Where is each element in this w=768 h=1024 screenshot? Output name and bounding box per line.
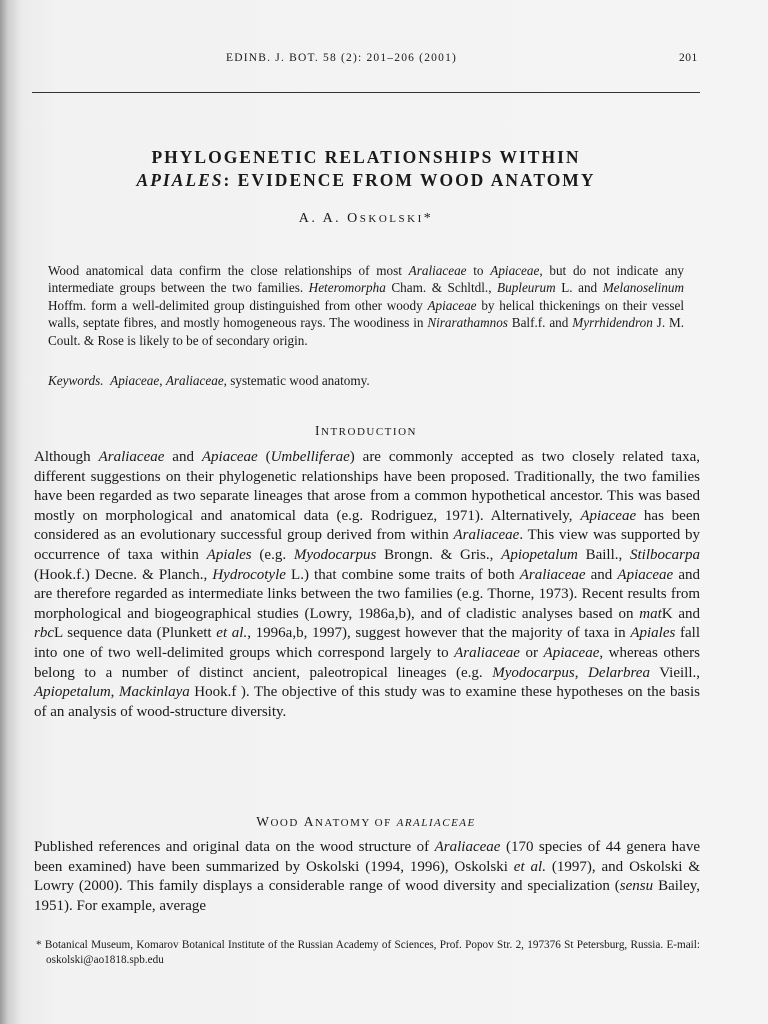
introduction-text: Although Araliaceae and Apiaceae (Umbelliferae) are commonly accepted as two closely related taxa, different suggestions on their phylogenetic relationships have been proposed. Traditionally, the two families have been regarded as two separate lineages that arose from a common hypothetical ancestor. This was based mostly on morphological and anatomical data (e.g. Rodriguez, 1971). Alternatively, Apiaceae has been considered as an evolutionary successful group derived from within Araliaceae. This view was supported by occurrence of taxa within Apiales (e.g. Myodocarpus Brongn. & Gris., Apiopetalum Baill., Stilbocarpa (Hook.f.) Decne. & Planch., Hydrocotyle L.) that combine some traits of both Araliaceae and Apiaceae and are therefore regarded as intermediate links between the two families (e.g. Thorne, 1973). Recent results from morphological and biogeographical studies (Lowry, 1986a,b), and of cladistic analyses based on matK and rbcL sequence data (Plunkett et al., 1996a,b, 1997), suggest however that the majority of taxa in Apiales fall into one of two well-delimited groups which correspond largely to Araliaceae or Apiaceae, whereas others belong to a number of distinct ancient, paleotropical lineages (e.g. Myodocarpus, Delarbrea Vieill., Apiopetalum, Mackinlaya Hook.f ). The objective of this study was to examine these hypotheses on the basis of an analysis of wood-structure diversity. <box>34 449 701 720</box>
page-number: 201 <box>679 52 698 64</box>
keywords: Keywords. Apiaceae, Araliaceae, systematic wood anatomy. <box>48 373 370 388</box>
title-rest: : EVIDENCE FROM WOOD ANATOMY <box>223 170 596 190</box>
section-heading-introduction: INTRODUCTION <box>315 423 417 438</box>
article-title-line-2 <box>32 170 700 191</box>
introduction-paragraph <box>34 448 700 722</box>
keywords-label: Keywords. <box>48 373 104 388</box>
author-initials: A. A. O <box>298 211 360 226</box>
author-footnote-mark: * <box>423 211 434 226</box>
title-italic-term: APIALES <box>136 170 224 190</box>
wood-anatomy-paragraph <box>34 838 700 916</box>
section-heading-wood-anatomy: WOOD ANATOMY OF ARALIACEAE <box>256 814 476 829</box>
abstract-text: Wood anatomical data confirm the close relationships of most Araliaceae to Apiaceae, but do not indicate any intermediate groups between the two families. Heteromorpha Cham. & Schltdl., Bupleurum L. and Melanoselinum Hoffm. form a well-delimited group distinguished from other woody Apiaceae by helical thickenings on their vessel walls, septate fibres, and mostly homogeneous rays. The woodiness in Nirarathamnos Balf.f. and Myrrhidendron J. M. Coult. & Rose is likely to be of secondary origin. <box>48 263 685 348</box>
footnote-text: * Botanical Museum, Komarov Botanical Institute of the Russian Academy of Sciences, Prof. Popov Str. 2, 197376 St Petersburg, Russia. E-mail: oskolski@ao1818.spb.edu <box>36 939 700 967</box>
author-affiliation-footnote <box>36 938 700 969</box>
author-name <box>32 211 700 227</box>
journal-citation: EDINB. J. BOT. 58 (2): 201–206 (2001) <box>226 52 458 64</box>
abstract <box>48 262 684 349</box>
wood-anatomy-text: Published references and original data on the wood structure of Araliaceae (170 species of 44 genera have been examined) have been summarized by Oskolski (1994, 1996), Oskolski et al. (1997), and Oskolski & Lowry (2000). This family displays a considerable range of wood diversity and specialization (sensu Bailey, 1951). For example, average <box>34 839 701 914</box>
header-rule <box>32 92 700 93</box>
author-surname: SKOLSKI <box>359 213 424 225</box>
article-title-line-1: PHYLOGENETIC RELATIONSHIPS WITHIN <box>151 147 581 167</box>
